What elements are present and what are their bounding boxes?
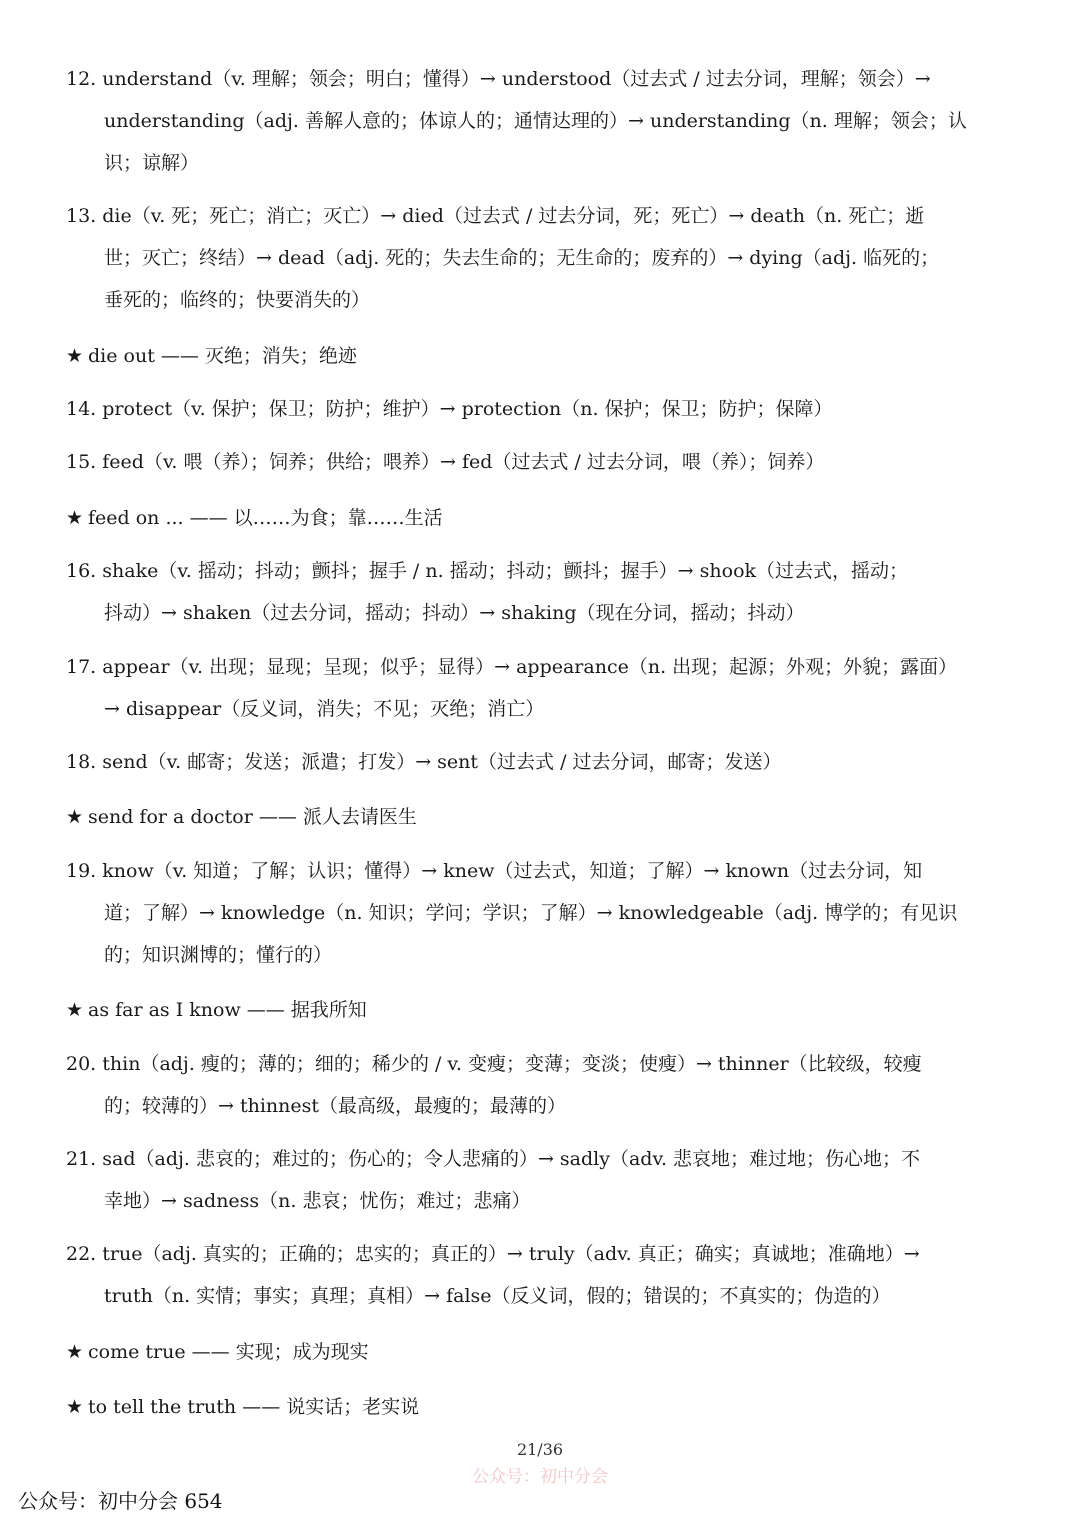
- star-icon: ★: [66, 507, 84, 529]
- phrase-item: [66, 796, 1026, 838]
- vocab-entry-line-first: 19. know（v. 知道；了解；认识；懂得）→ knew（过去式，知道；了解）→ known（过去分词，知: [66, 860, 923, 882]
- phrase-text: send for a doctor —— 派人去请医生: [88, 806, 417, 828]
- vocab-entry-line-cont: truth（n. 实情；事实；真理；真相）→ false（反义词，假的；错误的；不真实的；伪造的）: [104, 1285, 891, 1307]
- footer-account: 公众号：初中分会 654: [18, 1489, 223, 1513]
- vocab-entry: [66, 441, 1026, 483]
- vocab-entry-line-cont: 识；谅解）: [104, 152, 200, 174]
- phrase-item: [66, 1331, 1026, 1373]
- vocab-entry-line-cont: 垂死的；临终的；快要消失的）: [104, 289, 371, 311]
- vocab-entry: [66, 550, 1026, 634]
- vocab-entry: [66, 58, 1026, 184]
- vocab-entry-line-first: 22. true（adj. 真实的；正确的；忠实的；真正的）→ truly（adv. 真正；确实；真诚地；准确地）→: [66, 1243, 920, 1265]
- phrase-item: [66, 989, 1026, 1031]
- phrase-text: come true —— 实现；成为现实: [88, 1341, 369, 1363]
- star-icon: ★: [66, 999, 84, 1021]
- vocab-entry-line-cont: → disappear（反义词，消失；不见；灭绝；消亡）: [104, 698, 545, 720]
- vocab-entry-line-cont: understanding（adj. 善解人意的；体谅人的；通情达理的）→ understanding（n. 理解；领会；认: [104, 110, 967, 132]
- vocab-entry-line-first: 17. appear（v. 出现；显现；呈现；似乎；显得）→ appearance（n. 出现；起源；外观；外貌；露面）: [66, 656, 958, 678]
- vocab-entry-line-first: 16. shake（v. 摇动；抖动；颤抖；握手 / n. 摇动；抖动；颤抖；握手）→ shook（过去式，摇动；: [66, 560, 909, 582]
- phrase-item: [66, 497, 1026, 539]
- page-number: 21/36: [516, 1440, 564, 1459]
- vocab-entry: [66, 1138, 1026, 1222]
- vocab-entry: [66, 1043, 1026, 1127]
- star-icon: ★: [66, 345, 84, 367]
- vocab-entry-line-cont: 的；知识渊博的；懂行的）: [104, 944, 333, 966]
- phrase-item: [66, 1386, 1026, 1428]
- star-icon: ★: [66, 1396, 84, 1418]
- vocab-entry-line-cont: 抖动）→ shaken（过去分词，摇动；抖动）→ shaking（现在分词，摇动；抖动）: [104, 602, 805, 624]
- watermark: 公众号：初中分会: [472, 1467, 608, 1487]
- star-icon: ★: [66, 1341, 84, 1363]
- vocab-entry-line-cont: 世；灭亡；终结）→ dead（adj. 死的；失去生命的；无生命的；废弃的）→ dying（adj. 临死的；: [104, 247, 940, 269]
- vocab-entry-line-first: 13. die（v. 死；死亡；消亡；灭亡）→ died（过去式 / 过去分词，死；死亡）→ death（n. 死亡；逝: [66, 205, 925, 227]
- vocab-entry: [66, 646, 1026, 730]
- phrase-text: as far as I know —— 据我所知: [88, 999, 367, 1021]
- vocab-entry-line-first: 15. feed（v. 喂（养）；饲养；供给；喂养）→ fed（过去式 / 过去分词，喂（养）；饲养）: [66, 451, 825, 473]
- vocab-entry: [66, 388, 1026, 430]
- vocab-entry: [66, 741, 1026, 783]
- vocab-entry-line-cont: 道；了解）→ knowledge（n. 知识；学问；学识；了解）→ knowledgeable（adj. 博学的；有见识: [104, 902, 958, 924]
- phrase-text: to tell the truth —— 说实话；老实说: [88, 1396, 420, 1418]
- vocab-entry-line-first: 18. send（v. 邮寄；发送；派遣；打发）→ sent（过去式 / 过去分词，邮寄；发送）: [66, 751, 782, 773]
- vocab-entry-line-first: 14. protect（v. 保护；保卫；防护；维护）→ protection（n. 保护；保卫；防护；保障）: [66, 398, 833, 420]
- vocab-entry-line-first: 21. sad（adj. 悲哀的；难过的；伤心的；令人悲痛的）→ sadly（adv. 悲哀地；难过地；伤心地；不: [66, 1148, 921, 1170]
- vocab-entry-line-cont: 的；较薄的）→ thinnest（最高级，最瘦的；最薄的）: [104, 1095, 567, 1117]
- vocab-entry-line-cont: 幸地）→ sadness（n. 悲哀；忧伤；难过；悲痛）: [104, 1190, 531, 1212]
- phrase-text: feed on ... —— 以……为食；靠……生活: [88, 507, 443, 529]
- vocab-entry: [66, 850, 1026, 976]
- phrase-text: die out —— 灭绝；消失；绝迹: [88, 345, 357, 367]
- star-icon: ★: [66, 806, 84, 828]
- vocab-entry: [66, 195, 1026, 321]
- vocab-entry-line-first: 20. thin（adj. 瘦的；薄的；细的；稀少的 / v. 变瘦；变薄；变淡；使瘦）→ thinner（比较级，较瘦: [66, 1053, 922, 1075]
- vocab-entry: [66, 1233, 1026, 1317]
- vocab-entry-line-first: 12. understand（v. 理解；领会；明白；懂得）→ understood（过去式 / 过去分词，理解；领会）→: [66, 68, 931, 90]
- phrase-item: [66, 335, 1026, 377]
